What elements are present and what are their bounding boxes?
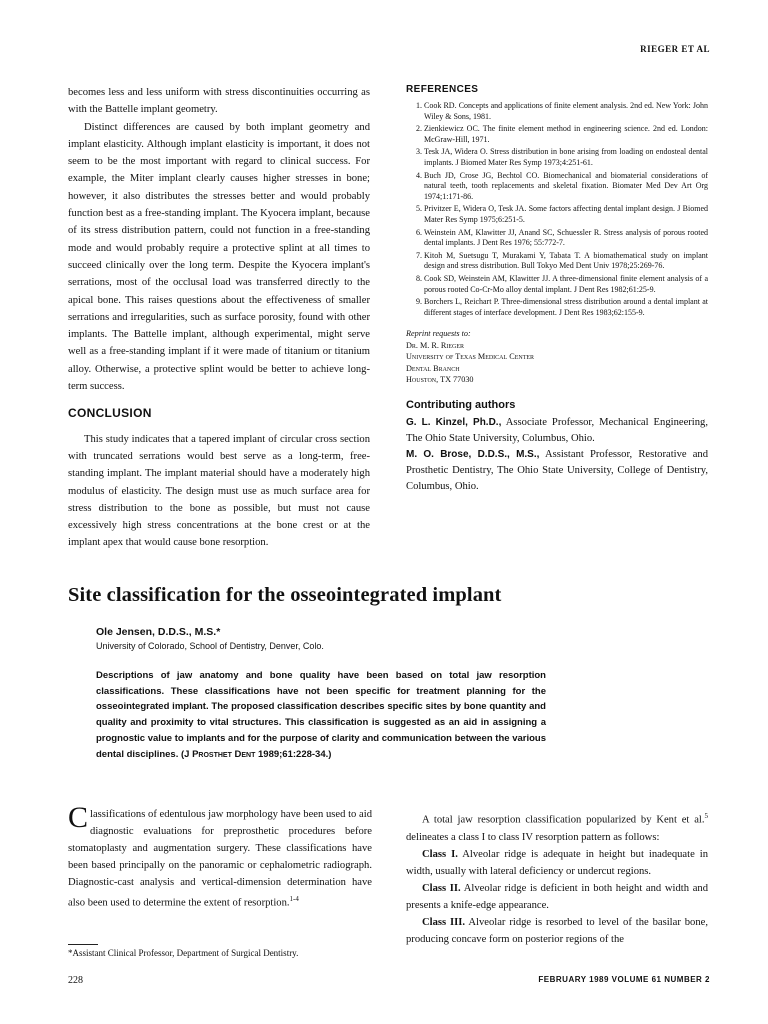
reference-item: 1. Cook RD. Concepts and applications of finite element analysis. 2nd ed. New York: John Wiley & Sons, 1981. (424, 101, 708, 122)
footnote-rule (68, 944, 98, 945)
class-name: Class I. (422, 848, 458, 860)
left-column (68, 84, 370, 552)
abstract-text: Descriptions of jaw anatomy and bone quality have been based on total jaw resorption classifications. These classifications have not been specific for treatment planning for the osseointegrated implant. The proposed classification describes specific sites by bone quantity and quality and proximity to vital structures. This classification is suggested as an aid in assigning a prognostic value to implants and for the purpose of clarity and communication between the various dental disciplines. (96, 670, 546, 760)
class-item (406, 880, 708, 914)
class-item (406, 846, 708, 880)
article-affiliation: University of Colorado, School of Dentistry, Denver, Colo. (96, 641, 324, 651)
article-title: Site classification for the osseointegrated implant (68, 584, 502, 606)
contributor-entry (406, 447, 708, 495)
reference-item: 4. Buch JD, Crose JG, Bechtol CO. Biomechanical and biomaterial considerations of natural teeth, tooth replacements and skeletal fixation. Biomater Med Dev Art Org 1974;1:171-86. (424, 171, 708, 203)
right-column (406, 84, 708, 495)
paragraph: becomes less and less uniform with stress discontinuities occurring as with the Battelle implant geometry. (68, 87, 370, 116)
contributor-entry (406, 415, 708, 447)
intro-text: lassifications of edentulous jaw morphology have been used to aid diagnostic evaluations for preprosthetic procedures before stomatoplasty and augmentation surgery. These classifications have been based principally on the panoramic or cephalometric radiograph. Diagnostic-cast analysis and vertical-dimension determination have also been used to determine the extent of resorption. (68, 809, 372, 909)
article-body-right (406, 808, 708, 948)
contributor-detail: Associate Professor, Mechanical Engineering, The Ohio State University, Columbus, Ohio. (406, 417, 708, 445)
reprint-line: Dental Branch (406, 363, 460, 373)
intro-paragraph (68, 801, 372, 912)
reference-item: 2. Zienkiewicz OC. The finite element method in engineering science. 2nd ed. London: McGraw-Hill, 1971. (424, 124, 708, 145)
class-item (406, 914, 708, 948)
kent-text: A total jaw resorption classification popularized by Kent et al. (422, 814, 705, 826)
reprint-requests (406, 328, 708, 385)
reference-item: 6. Weinstein AM, Klawitter JJ, Anand SC, Schuessler R. Stress analysis of porous rooted dental implants. J Dent Res 1976; 55:772-7. (424, 228, 708, 249)
reference-item: 5. Privitzer E, Widera O, Tesk JA. Some factors affecting dental implant design. J Biomed Mater Res Symp 1975;6:251-5. (424, 204, 708, 225)
kent-paragraph (406, 808, 708, 846)
abstract (96, 668, 546, 762)
contributor-name: M. O. Brose, D.D.S., M.S., (406, 449, 540, 461)
reference-item: 8. Cook SD, Weinstein AM, Klawitter JJ. A three-dimensional finite element analysis of a porous rooted Co-Cr-Mo alloy dental implant. J Dent Res 1982;61:25-9. (424, 274, 708, 295)
abstract-citation: (J Prosthet Dent 1989;61:228-34.) (181, 748, 332, 760)
reprint-label: Reprint requests to: (406, 329, 471, 339)
citation-superscript: 1-4 (289, 895, 299, 903)
drop-cap: C (68, 801, 89, 834)
running-head: RIEGER ET AL (640, 44, 710, 54)
reprint-line: Houston, TX 77030 (406, 374, 474, 384)
issue-line: FEBRUARY 1989 VOLUME 61 NUMBER 2 (538, 975, 710, 984)
class-name: Class II. (422, 882, 461, 894)
reference-item: 3. Tesk JA, Widera O. Stress distribution in bone arising from loading on endosteal dental implants. J Biomed Mater Res Symp 1973;4:251-61. (424, 147, 708, 168)
conclusion-text: This study indicates that a tapered implant of circular cross section with truncated serrations would best serve as a long-term, free-standing implant. The implant material should have a moderately high modulus of elasticity. The design must use as much surface area for stress distribution to the bone as possible, but must not cause excessively high stress concentrations at the bone crest or at the implant apex that would cause bone resorption. (68, 433, 370, 549)
reprint-line: University of Texas Medical Center (406, 352, 535, 362)
reference-item: 7. Kitoh M, Suetsugu T, Murakami Y, Tabata T. A biomathematical study on implant design and stress distribution. Bull Tokyo Med Dent Univ 1978;25:269-76. (424, 251, 708, 272)
page-number: 228 (68, 975, 83, 986)
references-heading: REFERENCES (406, 84, 479, 95)
contributor-detail: Assistant Professor, Restorative and Prosthetic Dentistry, The Ohio State University, College of Dentistry, Columbus, Ohio. (406, 449, 709, 493)
reference-list (406, 101, 708, 318)
contributors-heading: Contributing authors (406, 399, 516, 412)
class-text: Alveolar ridge is adequate in height but inadequate in width, usually with lateral deficiency or undercut regions. (406, 848, 708, 877)
kent-text-cont: delineates a class I to class IV resorption pattern as follows: (406, 831, 660, 843)
class-name: Class III. (422, 916, 466, 928)
reference-item: 9. Borchers L, Reichart P. Three-dimensional stress distribution around a dental implant at different stages of interface development. J Dent Res 1983;62:155-9. (424, 297, 708, 318)
paragraph: Distinct differences are caused by both implant geometry and implant elasticity. Although implant elasticity is important, it does not seem to be the most important with regard to clinical success. For example, the Miter implant clearly causes higher stresses in bone; however, it also distributes the stresses better and would probably function best as a free-standing implant. The Kyocera implant, because of its stress distribution pattern, could not function in a free-standing mode and would probably require a protective splint at all times to succeed clinically over the long term. Despite the Kyocera implant's serrations, most of the occlusal load was transferred directly to the apical bone. This raises questions about the effectiveness of smaller serrations and irregularities, such as surface porosity, found with other implants. The Battelle implant, although experimental, might serve well as a free-standing implant if it were made of titanium or titanium alloy. Otherwise, a protective splint would be better to achieve long-term success. (68, 121, 370, 393)
footnote: *Assistant Clinical Professor, Department of Surgical Dentistry. (68, 948, 299, 958)
class-text: Alveolar ridge is deficient in both height and width and presents a knife-edge appearance. (406, 882, 708, 911)
article-author: Ole Jensen, D.D.S., M.S.* (96, 626, 221, 638)
contributor-name: G. L. Kinzel, Ph.D., (406, 417, 502, 429)
conclusion-heading: CONCLUSION (68, 406, 152, 421)
citation-superscript: 5 (704, 812, 708, 820)
reprint-line: Dr. M. R. Rieger (406, 340, 465, 350)
article-body-left (68, 801, 372, 912)
class-text: Alveolar ridge is resorbed to level of the basilar bone, producing concave form on posterior regions of the (406, 916, 708, 945)
